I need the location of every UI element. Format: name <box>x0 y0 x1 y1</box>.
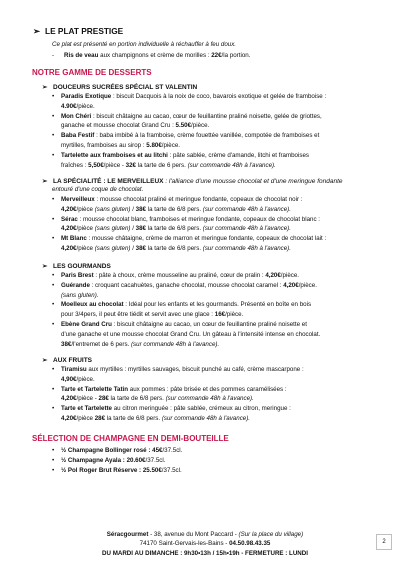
list-item: • Merveilleux : mousse chocolat praliné et meringue fondante, copeaux de chocolat noir : 4,20€/pièce (sans gluten) / 38€ la tarte de 6/8 pers. (sur commande 48h à l'avance). <box>61 195 383 215</box>
list-item: • Tarte et Tartelette Tatin aux pommes : pâte brisée et des pommes caramélisées : 4,20€/pièce - 28€ la tarte de 6/8 pers. (sur commande 48h à l'avance). <box>61 385 383 405</box>
desserts-heading: NOTRE GAMME DE DESSERTS <box>32 68 152 77</box>
footer-address-line: Séracgourmet - 38, avenue du Mont Paccard - (Sur la place du village) <box>106 531 304 538</box>
list-item: • Tarte et Tartelette au citron meringuée : pâte sablée, crémeux au citron, meringue : 4,20€/pièce 28€ la tarte de 6/8 pers. (sur commande 48h à l'avance). <box>61 404 383 424</box>
section-prestige-title: ➢ LE PLAT PRESTIGE <box>33 26 124 36</box>
list-item: • Sérac : mousse chocolat blanc, framboises et meringue fondante, copeaux de chocolat blanc : 4,20€/pièce (sans gluten) / 38€ la tarte de 6/8 pers. (sur commande 48h à l'avance). <box>61 215 383 235</box>
arrow-bullet-icon: ➢ <box>42 263 48 270</box>
page-number: 2 <box>376 534 392 550</box>
subsection-saint-valentin: ➢ DOUCEURS SUCRÉES SPÉCIAL ST VALENTIN <box>42 84 198 91</box>
list-item: • Tiramisu aux myrtilles : myrtilles sauvages, biscuit punché au café, crème mascarpone : 4,90€/pièce. <box>61 365 383 385</box>
list-champagne <box>61 446 361 475</box>
dash-bullet-icon: - <box>52 52 55 59</box>
list-gourmands <box>61 271 383 349</box>
arrow-bullet-icon: ➢ <box>42 357 48 364</box>
list-item: • Mt Blanc : mousse châtaigne, crème de marron et meringue fondante, copeaux de chocolat lait : 4,20€/pièce (sans gluten) / 38€ la tarte de 6/8 pers. (sur commande 48h à l'avance). <box>61 234 383 254</box>
subsection-merveilleux: ➢ LA SPÉCIALITÉ : LE MERVEILLEUX : l'alliance d'une mousse chocolat et d'une meringue fondante <box>42 178 343 185</box>
arrow-bullet-icon: ➢ <box>42 178 48 185</box>
page-footer <box>0 530 410 558</box>
list-item: • Paradis Exotique : biscuit Dacquois à la noix de coco, bavarois exotique et gelée de framboise : 4.90€/pièce. <box>61 92 383 112</box>
list-merveilleux <box>61 195 383 254</box>
arrow-bullet-icon: ➢ <box>33 26 40 36</box>
subsection-gourmands: ➢ LES GOURMANDS <box>42 263 111 270</box>
list-item: • Tartelette aux framboises et au litchi : pâte sablée, crème d'amande, litchi et framboises fraîches : 5,50€/pièce - 32€ la tarte de 6 pers. (sur commande 48h à l'avance). <box>61 151 383 171</box>
list-item: • Moelleux au chocolat : Idéal pour les enfants et les gourmands. Présenté en boîte en bois pour 3/4pers, il peut être tiédit et servit avec une glace : 16€/pièce. <box>61 300 383 320</box>
list-item: • ½ Pol Roger Brut Réserve : 25.50€/37.5cl. <box>61 466 361 476</box>
footer-hours: DU MARDI AU DIMANCHE : 9h30•13h / 15h•19h - FERMETURE : LUNDI <box>102 549 308 557</box>
list-item: • Baba Festif : baba imbibé à la framboise, crème fouettée vanillée, compotée de framboises et myrtilles, framboises au sirop : 5.80€/pièce. <box>61 131 383 151</box>
prestige-intro: Ce plat est présenté en portion individuelle à réchauffer à feu doux. <box>52 41 237 48</box>
footer-phone-line: 74170 Saint-Gervais-les-Bains - 04.50.98.43.35 <box>139 540 271 548</box>
list-item: • Ebène Grand Cru : biscuit châtaigne au cacao, un cœur de feuillantine praliné noisette et d'une ganache et une mousse chocolat Grand Cru. Un gâteau à l'intensité intense en chocolat. 38€/l'entremet de 6 pers. (sur commande 48h à l'avance). <box>61 320 383 349</box>
arrow-bullet-icon: ➢ <box>42 84 48 91</box>
subsection-fruits: ➢ AUX FRUITS <box>42 357 92 364</box>
list-item: • ½ Champagne Bollinger rosé : 45€/37.5cl. <box>61 446 361 456</box>
list-item: • Paris Brest : pâte à choux, crème mousseline au praliné, cœur de pralin : 4,20€/pièce. <box>61 271 383 281</box>
prestige-dish: - Ris de veau aux champignons et crème de morilles : 22€/la portion. <box>52 52 251 59</box>
list-item: • ½ Champagne Ayala : 20.60€/37.5cl. <box>61 456 361 466</box>
list-saint-valentin <box>61 92 383 170</box>
merveilleux-desc: entouré d'une coque de chocolat. <box>52 186 144 193</box>
list-item: • Guérande : croquant cacahuètes, ganache chocolat, mousse chocolat caramel : 4,20€/pièce. (sans gluten). <box>61 281 383 301</box>
list-fruits <box>61 365 383 424</box>
champagne-heading: SÉLECTION DE CHAMPAGNE EN DEMI-BOUTEILLE <box>32 434 229 443</box>
list-item: • Mon Chéri : biscuit châtaigne au cacao, cœur de feuillantine praliné noisette, gelée de griottes, ganache et mousse chocolat Grand Cru : 5.50€/pièce. <box>61 112 383 132</box>
